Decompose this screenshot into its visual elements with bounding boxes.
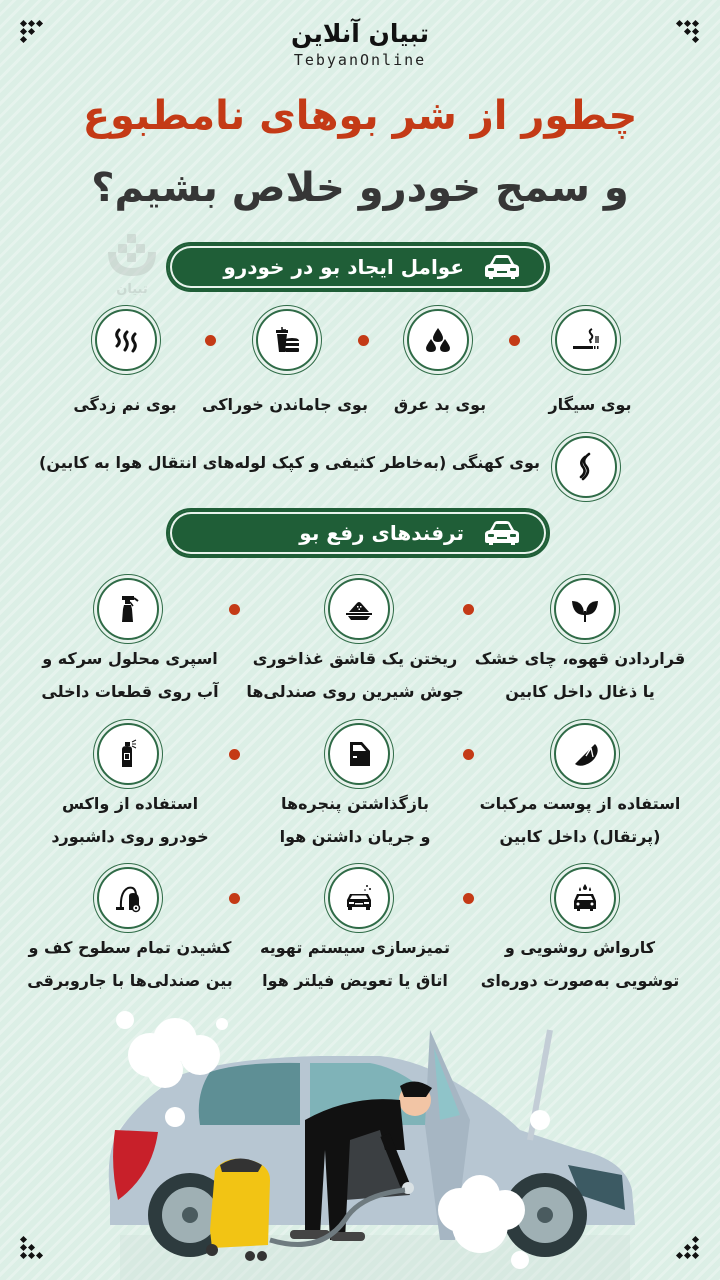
tip-item-car-wash xyxy=(554,867,616,929)
cause-label-food: بوی جاماندن خوراکی xyxy=(202,395,368,414)
page-title-line2: و سمج خودرو خلاص بشیم؟ xyxy=(91,165,629,211)
tip-label-line1: تمیزسازی سیستم تهویه xyxy=(260,938,450,957)
tip-label-line1: اسپری محلول سرکه و xyxy=(42,649,218,668)
separator-dot xyxy=(205,335,216,346)
tip-label-line2: خودرو روی داشبورد xyxy=(51,827,209,846)
orange-slice-icon xyxy=(569,738,601,770)
cause-item-humidity xyxy=(95,309,157,371)
separator-dot xyxy=(229,604,240,615)
separator-dot xyxy=(509,335,520,346)
fast-food-icon xyxy=(271,324,303,356)
car-cleaning-illustration xyxy=(0,1000,720,1280)
cause-item-old-smell xyxy=(555,436,617,498)
tip-item-dashboard-wax xyxy=(97,723,159,785)
cigarette-smoke-icon xyxy=(570,324,602,356)
separator-dot xyxy=(229,749,240,760)
tip-item-citrus-peel xyxy=(554,723,616,785)
man-vacuuming-car-illustration xyxy=(0,1000,720,1280)
section-heading-label: عوامل ایجاد بو در خودرو xyxy=(223,255,464,279)
tip-label-line2: توشویی به‌صورت دوره‌ای xyxy=(480,971,680,990)
section-heading-label: ترفندهای رفع بو xyxy=(299,521,464,545)
tip-item-coffee-tea-charcoal xyxy=(554,578,616,640)
tip-label-line1: استفاده از واکس xyxy=(61,794,199,813)
cause-label-sweat: بوی بد عرق xyxy=(393,395,487,414)
car-wash-icon xyxy=(569,882,601,914)
brand-name-fa: تبیان آنلاین xyxy=(290,19,430,48)
car-icon xyxy=(484,254,520,280)
humidity-waves-icon xyxy=(110,324,142,356)
tip-label-line1: ریختن یک قاشق غذاخوری xyxy=(252,649,458,668)
tip-label-line2: اتاق یا تعویض فیلتر هوا xyxy=(262,971,448,990)
page-title-line1: چطور از شر بوهای نامطبوع xyxy=(82,93,638,139)
cause-label-cigarette: بوی سیگار xyxy=(548,395,632,414)
tip-label-line2: جوش شیرین روی صندلی‌ها xyxy=(246,682,464,701)
clean-car-ventilation-icon xyxy=(343,882,375,914)
brand-logo xyxy=(0,18,720,70)
separator-dot xyxy=(463,893,474,904)
vacuum-cleaner-icon xyxy=(112,882,144,914)
tip-item-baking-soda xyxy=(328,578,390,640)
watermark-logo xyxy=(102,232,162,300)
tebyan-logo-icon xyxy=(102,232,162,278)
car-icon xyxy=(484,520,520,546)
car-door-window-icon xyxy=(343,738,375,770)
tip-item-open-windows xyxy=(328,723,390,785)
old-smell-icon xyxy=(570,451,602,483)
tip-item-vinegar-spray xyxy=(97,578,159,640)
tip-label-line2: آب روی قطعات داخلی xyxy=(41,682,219,701)
separator-dot xyxy=(463,604,474,615)
separator-dot xyxy=(358,335,369,346)
tip-item-ventilation-cleaning xyxy=(328,867,390,929)
tip-label-line1: کشیدن تمام سطوح کف و xyxy=(28,938,232,957)
cause-item-sweat xyxy=(407,309,469,371)
wax-spray-can-icon xyxy=(112,738,144,770)
leaf-icon xyxy=(569,593,601,625)
tip-item-vacuum xyxy=(97,867,159,929)
tip-label-line1: کارواش روشویی و xyxy=(504,938,656,957)
cause-item-food xyxy=(256,309,318,371)
spray-bottle-icon xyxy=(112,593,144,625)
section-heading-odor-removal-tips xyxy=(166,508,550,558)
tip-label-line2: (پرتقال) داخل کابین xyxy=(499,827,661,846)
sweat-drops-icon xyxy=(422,324,454,356)
separator-dot xyxy=(229,893,240,904)
cause-item-cigarette xyxy=(555,309,617,371)
baking-soda-icon xyxy=(343,593,375,625)
cause-label-old-smell: بوی کهنگی (به‌خاطر کثیفی و کپک لوله‌های انتقال هوا به کابین) xyxy=(39,453,540,472)
tip-label-line2: بین صندلی‌ها با جاروبرقی xyxy=(27,971,233,990)
tip-label-line2: و جریان داشتن هوا xyxy=(279,827,431,846)
tip-label-line2: یا ذغال داخل کابین xyxy=(505,682,655,701)
tip-label-line1: استفاده از پوست مرکبات xyxy=(479,794,681,813)
brand-name-en: TebyanOnline xyxy=(293,51,427,69)
tip-label-line1: بازگذاشتن پنجره‌ها xyxy=(280,794,430,813)
watermark-text: تبیان xyxy=(116,282,148,297)
cause-label-humidity: بوی نم زدگی xyxy=(73,395,177,414)
section-heading-odor-causes xyxy=(166,242,550,292)
separator-dot xyxy=(463,749,474,760)
tip-label-line1: قراردادن قهوه، چای خشک xyxy=(474,649,686,668)
